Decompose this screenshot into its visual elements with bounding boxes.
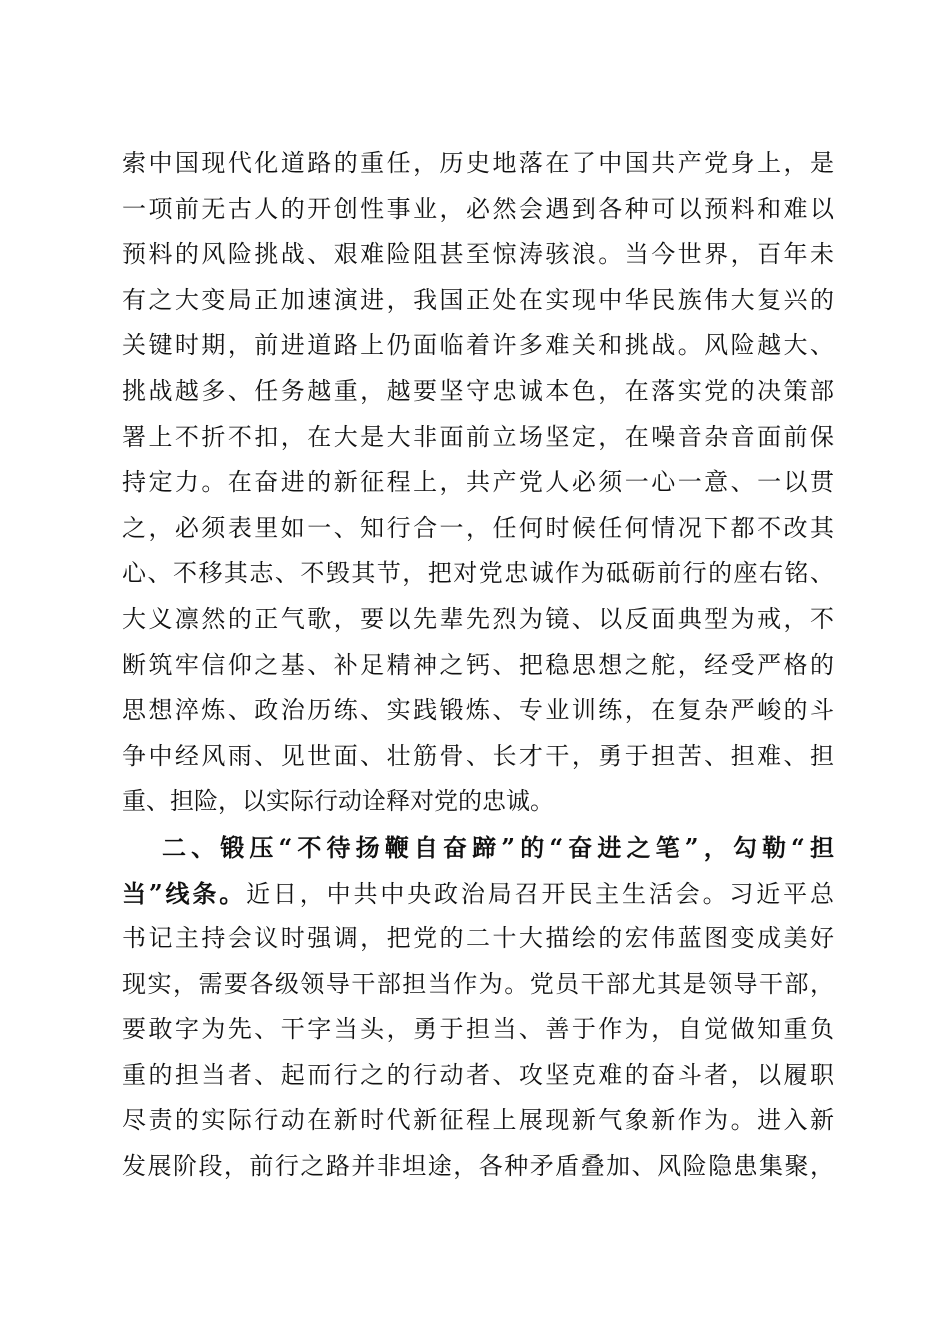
- text-line: 争中经风雨、见世面、壮筋骨、长才干，勇于担苦、担难、担: [122, 741, 834, 770]
- text-line: 重、担险，以实际行动诠释对党的忠诚。: [122, 787, 554, 816]
- text-line: 挑战越多、任务越重，越要坚守忠诚本色，在落实党的决策部: [122, 376, 834, 405]
- text-run: 近日，中共中央政治局召开民主生活会。习近平总: [246, 879, 834, 908]
- text-line: 书记主持会议时强调，把党的二十大描绘的宏伟蓝图变成美好: [122, 924, 834, 953]
- text-line: 重的担当者、起而行之的行动者、攻坚克难的奋斗者，以履职: [122, 1060, 834, 1089]
- text-line: 之，必须表里如一、知行合一，任何时候任何情况下都不改其: [122, 513, 834, 542]
- text-line: 署上不折不扣，在大是大非面前立场坚定，在噪音杂音面前保: [122, 422, 834, 451]
- section-heading-end: 当”线条。: [122, 878, 247, 908]
- text-line: 预料的风险挑战、艰难险阻甚至惊涛骇浪。当今世界，百年未: [122, 240, 834, 269]
- text-line: 要敢字为先、干字当头，勇于担当、善于作为，自觉做知重负: [122, 1015, 834, 1044]
- text-line: [122, 871, 834, 917]
- text-line: 尽责的实际行动在新时代新征程上展现新气象新作为。进入新: [122, 1106, 834, 1135]
- text-line: 关键时期，前进道路上仍面临着许多难关和挑战。风险越大、: [122, 331, 834, 360]
- text-line: 有之大变局正加速演进，我国正处在实现中华民族伟大复兴的: [122, 285, 834, 314]
- document-body: [122, 141, 842, 1190]
- text-line: 断筑牢信仰之基、补足精神之钙、把稳思想之舵，经受严格的: [122, 650, 834, 679]
- text-line: 一项前无古人的开创性事业，必然会遇到各种可以预料和难以: [122, 194, 834, 223]
- text-line: 持定力。在奋进的新征程上，共产党人必须一心一意、一以贯: [122, 468, 834, 497]
- text-line: 心、不移其志、不毁其节，把对党忠诚作为砥砺前行的座右铭、: [122, 559, 834, 588]
- text-line: 大义凛然的正气歌，要以先辈先烈为镜、以反面典型为戒，不: [122, 604, 834, 633]
- text-line: 现实，需要各级领导干部担当作为。党员干部尤其是领导干部，: [122, 969, 834, 998]
- section-heading-line: 二、锻压“不待扬鞭自奋蹄”的“奋进之笔”，勾勒“担: [162, 832, 834, 862]
- text-line: 索中国现代化道路的重任，历史地落在了中国共产党身上，是: [122, 149, 834, 177]
- text-line: 发展阶段，前行之路并非坦途，各种矛盾叠加、风险隐患集聚，: [122, 1152, 834, 1181]
- text-line: 思想淬炼、政治历练、实践锻炼、专业训练，在复杂严峻的斗: [122, 696, 834, 725]
